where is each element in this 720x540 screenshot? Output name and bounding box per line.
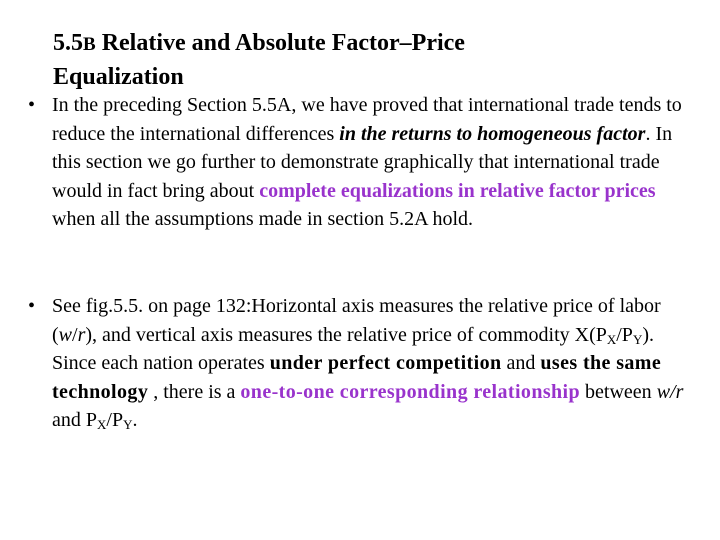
bullet-2-slash-p-2: /P <box>106 409 124 431</box>
bullet-2-emphasis-competition: under perfect competition <box>269 352 502 374</box>
bullet-marker: • <box>28 94 36 116</box>
bullet-2-var-r: r <box>77 323 86 346</box>
bullet-2-text-a: See fig.5.5. on page 132:Horizontal axis measures the relative price of labor ( <box>52 295 661 346</box>
bullet-1-highlight: complete equalizations in relative factor prices <box>259 179 656 202</box>
section-number: 5.5 <box>53 30 83 56</box>
bullet-2-highlight: one-to-one corresponding relationship <box>240 380 581 403</box>
bullet-2-var-w: w <box>58 323 73 346</box>
bullet-2-text-b: ), and vertical axis measures the relative price of commodity X(P <box>85 323 607 346</box>
slide-title <box>53 27 673 93</box>
bullet-2-var-wr: w/r <box>656 380 684 403</box>
section-letter: B <box>83 34 96 55</box>
bullet-2-slash-p: /P <box>616 323 633 346</box>
bullet-2-slash: / <box>72 323 78 346</box>
subscript-y: Y <box>632 331 643 347</box>
bullet-1-text-a: In the preceding Section 5.5A, we have proved that international trade tends to reduce the international differences <box>52 94 682 145</box>
bullet-2-text-c: ). Since each nation operates <box>52 323 654 374</box>
bullet-2-text-f: between <box>580 380 657 403</box>
bullet-1-text-b: . In this section we go further to demonstrate graphically that international trade would in fact bring about <box>52 122 673 202</box>
bullet-2-text-e: , there is a <box>148 380 241 403</box>
bullet-2-text-d: and <box>501 352 541 374</box>
bullet-2-text-g: and P <box>52 409 97 431</box>
bullet-1-text-c: when all the assumptions made in section 5.2A hold. <box>52 208 474 230</box>
bullet-2-emphasis-technology: uses the same technology <box>52 352 662 403</box>
subscript-x: X <box>606 331 617 347</box>
bullet-marker: • <box>28 295 36 317</box>
bullet-2-period: . <box>132 409 138 431</box>
bullet-2 <box>28 292 688 435</box>
bullet-1-emphasis-returns: in the returns to homogeneous factor <box>339 122 646 145</box>
subscript-y-2: Y <box>123 417 133 432</box>
title-line-2: Equalization <box>53 64 184 90</box>
bullet-1 <box>28 91 688 234</box>
subscript-x-2: X <box>97 417 107 432</box>
title-line-1: Relative and Absolute Factor–Price <box>95 30 465 56</box>
